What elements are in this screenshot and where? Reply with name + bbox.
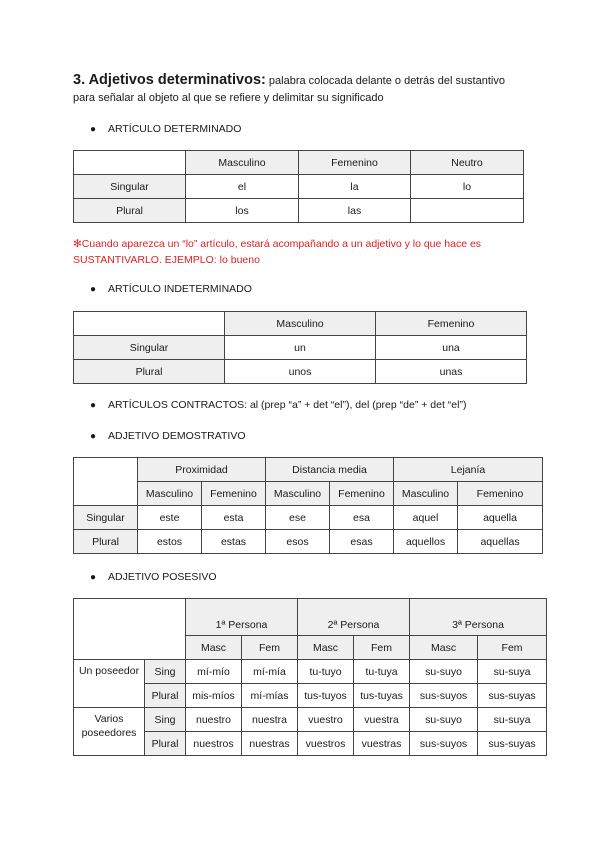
bullet-icon: ● <box>90 572 97 583</box>
table-cell: los <box>186 199 299 223</box>
table-cell: vuestra <box>354 708 410 732</box>
row-label: Singular <box>74 506 138 530</box>
table-cell: mí-mías <box>242 684 298 708</box>
table-group-row <box>74 599 547 636</box>
header-cell: Femenino <box>458 482 543 506</box>
bullet-icon: ● <box>90 124 97 135</box>
header-cell: Femenino <box>330 482 394 506</box>
table-cell: aquella <box>458 506 543 530</box>
bullet-articulo-indeterminado <box>90 282 252 297</box>
table-cell: un <box>225 336 376 360</box>
bullet-label: ARTÍCULO DETERMINADO <box>108 123 242 135</box>
group-header: Distancia media <box>266 458 394 482</box>
table-cell: tu-tuya <box>354 660 410 684</box>
table-cell: nuestro <box>186 708 242 732</box>
table-cell: mí-mía <box>242 660 298 684</box>
table-cell: esos <box>266 530 330 554</box>
table-header-row <box>74 482 543 506</box>
table-cell: estas <box>202 530 266 554</box>
bullet-label: ADJETIVO POSESIVO <box>108 571 217 583</box>
row-label: Plural <box>145 684 186 708</box>
header-cell: Masc <box>298 636 354 660</box>
group-header: Lejanía <box>394 458 543 482</box>
table-cell: unos <box>225 360 376 384</box>
row-label: Singular <box>74 175 186 199</box>
table-cell: esta <box>202 506 266 530</box>
table-cell: su-suya <box>478 708 547 732</box>
header-cell: Fem <box>478 636 547 660</box>
corner-cell <box>74 458 138 506</box>
table-cell: aquellos <box>394 530 458 554</box>
table-cell: lo <box>411 175 524 199</box>
table-row <box>74 336 527 360</box>
table-cell <box>411 199 524 223</box>
table-cell: mis-míos <box>186 684 242 708</box>
table-row <box>74 530 543 554</box>
row-label: Plural <box>145 732 186 756</box>
table-cell: sus-suyos <box>410 732 478 756</box>
table-row <box>74 708 547 732</box>
table-cell: sus-suyas <box>478 684 547 708</box>
bullet-icon: ● <box>90 400 97 411</box>
table-adjetivo-posesivo <box>73 598 547 756</box>
table-cell: el <box>186 175 299 199</box>
bullet-adjetivo-demostrativo <box>90 429 245 444</box>
header-cell: Masculino <box>394 482 458 506</box>
table-cell: la <box>299 175 411 199</box>
table-group-row <box>74 458 543 482</box>
bullet-articulo-determinado <box>90 122 241 137</box>
group-header: 1ª Persona <box>186 599 298 636</box>
table-cell: vuestro <box>298 708 354 732</box>
header-cell: Fem <box>354 636 410 660</box>
group-header: Proximidad <box>138 458 266 482</box>
bullet-adjetivo-posesivo <box>90 570 217 585</box>
header-cell <box>74 312 225 336</box>
table-cell: vuestros <box>298 732 354 756</box>
table-cell: sus-suyas <box>478 732 547 756</box>
table-cell: esa <box>330 506 394 530</box>
table-cell: nuestras <box>242 732 298 756</box>
header-cell: Masculino <box>225 312 376 336</box>
table-row <box>74 684 547 708</box>
table-cell: mí-mío <box>186 660 242 684</box>
table-articulo-indeterminado <box>73 311 527 384</box>
group-header: 2ª Persona <box>298 599 410 636</box>
table-row <box>74 506 543 530</box>
table-cell: tu-tuyo <box>298 660 354 684</box>
table-cell: unas <box>376 360 527 384</box>
table-cell: nuestra <box>242 708 298 732</box>
heading-text: palabra colocada delante o detrás del sustantivo <box>265 75 505 87</box>
header-cell: Neutro <box>411 151 524 175</box>
header-cell: Fem <box>242 636 298 660</box>
header-cell: Masculino <box>138 482 202 506</box>
table-cell: ese <box>266 506 330 530</box>
section-title: 3. Adjetivos determinativos: <box>73 72 266 88</box>
table-adjetivo-demostrativo <box>73 457 543 554</box>
row-label: Singular <box>74 336 225 360</box>
table-cell: tus-tuyos <box>298 684 354 708</box>
table-row <box>74 199 524 223</box>
block-label: Varios poseedores <box>74 708 145 756</box>
header-cell: Masc <box>186 636 242 660</box>
table-cell: su-suyo <box>410 660 478 684</box>
bullet-icon: ● <box>90 431 97 442</box>
table-row <box>74 175 524 199</box>
table-header-row <box>74 312 527 336</box>
header-cell: Masc <box>410 636 478 660</box>
header-cell: Femenino <box>202 482 266 506</box>
bullet-icon: ● <box>90 284 97 295</box>
header-cell: Masculino <box>266 482 330 506</box>
table-cell: esas <box>330 530 394 554</box>
header-cell: Femenino <box>376 312 527 336</box>
row-label: Plural <box>74 530 138 554</box>
note-text: ✻Cuando aparezca un “lo” artículo, estará acompañando a un adjetivo y lo que hace es SUSTANTIVARLO. EJEMPLO: lo bueno <box>73 238 482 266</box>
table-cell: su-suya <box>478 660 547 684</box>
heading-text-line2: para señalar al objeto al que se refiere y delimitar su significado <box>73 92 384 104</box>
section-heading <box>73 72 543 107</box>
header-cell: Femenino <box>299 151 411 175</box>
row-label: Sing <box>145 660 186 684</box>
bullet-label: ARTÍCULO INDETERMINADO <box>108 283 252 295</box>
table-articulo-determinado <box>73 150 524 223</box>
header-cell <box>74 151 186 175</box>
group-header: 3ª Persona <box>410 599 547 636</box>
table-cell: una <box>376 336 527 360</box>
table-header-row <box>74 151 524 175</box>
row-label: Plural <box>74 199 186 223</box>
bullet-label: ARTÍCULOS CONTRACTOS: al (prep “a” + det “el”), del (prep “de” + det “el”) <box>108 399 467 411</box>
corner-cell <box>74 599 186 660</box>
table-cell: nuestros <box>186 732 242 756</box>
table-cell: sus-suyos <box>410 684 478 708</box>
table-row <box>74 360 527 384</box>
table-cell: aquel <box>394 506 458 530</box>
table-row <box>74 732 547 756</box>
table-cell: su-suyo <box>410 708 478 732</box>
row-label: Sing <box>145 708 186 732</box>
table-cell: este <box>138 506 202 530</box>
block-label: Un poseedor <box>74 660 145 708</box>
table-cell: estos <box>138 530 202 554</box>
table-cell: vuestras <box>354 732 410 756</box>
table-row <box>74 660 547 684</box>
table-cell: las <box>299 199 411 223</box>
header-cell: Masculino <box>186 151 299 175</box>
bullet-label: ADJETIVO DEMOSTRATIVO <box>108 430 246 442</box>
bullet-articulos-contractos <box>90 398 466 413</box>
table-cell: tus-tuyas <box>354 684 410 708</box>
row-label: Plural <box>74 360 225 384</box>
table-cell: aquellas <box>458 530 543 554</box>
